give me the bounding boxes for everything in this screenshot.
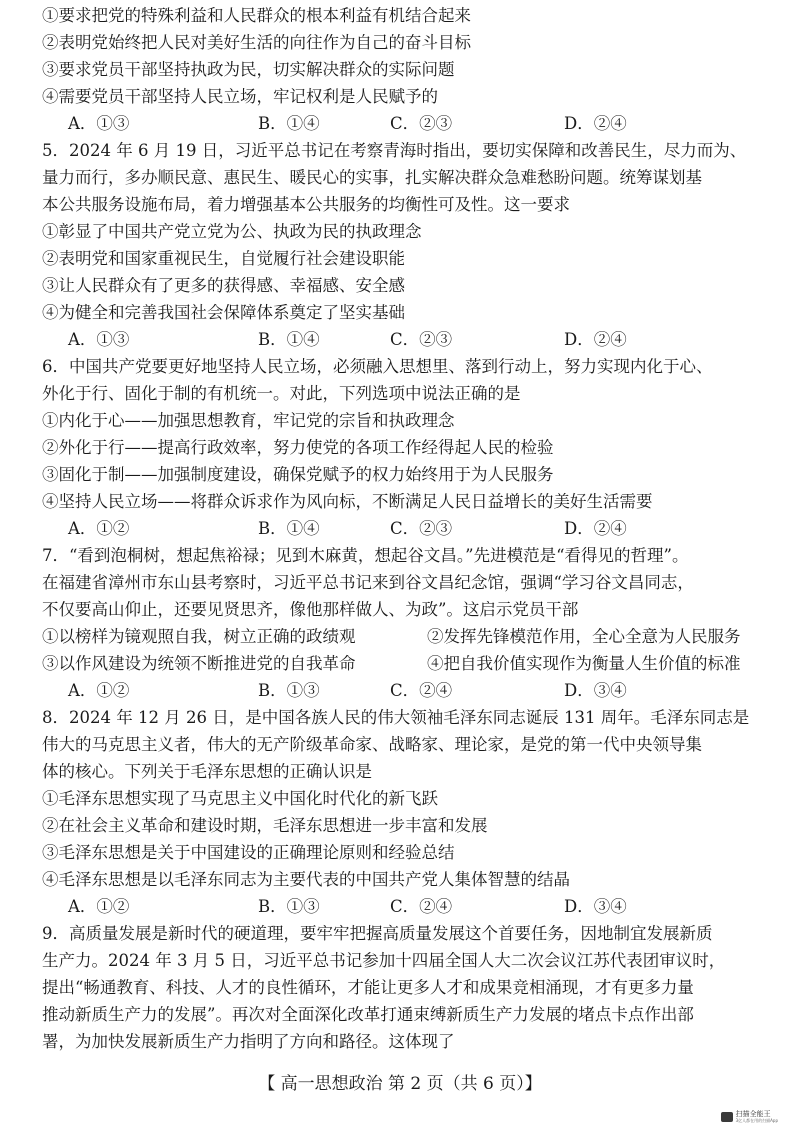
q7-statement-2: ②发挥先锋模范作用，全心全意为人民服务 [427, 627, 741, 646]
q6-statement-3: ③固化于制——加强制度建设，确保党赋予的权力始终用于为人民服务 [42, 465, 554, 484]
q5-stem-2: 量力而行，多办顺民意、惠民生、暖民心的实事，扎实解决群众急难愁盼问题。统筹谋划基 [42, 168, 702, 187]
watermark-sub: 3亿人都在用的扫描App [735, 1118, 778, 1123]
q5-statement-2: ②表明党和国家重视民生，自觉履行社会建设职能 [42, 249, 405, 268]
q7-option-c[interactable]: C．②④ [390, 681, 453, 700]
q7-stem-1: 7．“看到泡桐树，想起焦裕禄；见到木麻黄，想起谷文昌。”先进模范是“看得见的哲理”。 [42, 546, 689, 565]
q5-statement-1: ①彰显了中国共产党立党为公、执政为民的执政理念 [42, 222, 422, 241]
q8-statement-1: ①毛泽东思想实现了马克思主义中国化时代化的新飞跃 [42, 789, 438, 808]
q5-stem-1: 5．2024 年 6 月 19 日，习近平总书记在考察青海时指出，要切实保障和改善民生，尽力而为、 [42, 141, 747, 160]
q7-option-b[interactable]: B．①③ [258, 681, 320, 700]
q6-statement-1: ①内化于心——加强思想教育，牢记党的宗旨和执政理念 [42, 411, 455, 430]
q5-statement-3: ③让人民群众有了更多的获得感、幸福感、安全感 [42, 276, 405, 295]
q6-stem-1: 6．中国共产党要更好地坚持人民立场，必须融入思想里、落到行动上，努力实现内化于心、 [42, 357, 713, 376]
q9-stem-4: 推动新质生产力的发展”。再次对全面深化改革打通束缚新质生产力发展的堵点卡点作出部 [42, 1005, 694, 1024]
q7-option-d[interactable]: D．③④ [564, 681, 627, 700]
q4-statement-1: ①要求把党的特殊利益和人民群众的根本利益有机结合起来 [42, 6, 471, 25]
q8-option-b[interactable]: B．①③ [258, 897, 320, 916]
q8-stem-3: 体的核心。下列关于毛泽东思想的正确认识是 [42, 762, 372, 781]
q5-statement-4: ④为健全和完善我国社会保障体系奠定了坚实基础 [42, 303, 405, 322]
watermark-title: 扫描全能王 [735, 1110, 771, 1118]
q8-statement-4: ④毛泽东思想是以毛泽东同志为主要代表的中国共产党人集体智慧的结晶 [42, 870, 570, 889]
q4-option-b[interactable]: B．①④ [258, 114, 320, 133]
q4-statement-4: ④需要党员干部坚持人民立场，牢记权利是人民赋予的 [42, 87, 438, 106]
q6-option-d[interactable]: D．②④ [564, 519, 627, 538]
q7-option-a[interactable]: A．①② [68, 681, 130, 700]
q8-option-c[interactable]: C．②④ [390, 897, 453, 916]
q5-stem-3: 本公共服务设施布局，着力增强基本公共服务的均衡性可及性。这一要求 [42, 195, 570, 214]
q9-stem-5: 署，为加快发展新质生产力指明了方向和路径。这体现了 [42, 1032, 455, 1051]
q9-stem-2: 生产力。2024 年 3 月 5 日，习近平总书记参加十四届全国人大二次会议江苏代表团审议时， [42, 951, 726, 970]
q5-option-a[interactable]: A．①③ [68, 330, 130, 349]
q7-stem-3: 不仅要高山仰止，还要见贤思齐，像他那样做人、为政”。这启示党员干部 [42, 600, 579, 619]
q7-statement-1: ①以榜样为镜观照自我，树立正确的政绩观 [42, 627, 356, 646]
q4-option-a[interactable]: A．①③ [68, 114, 130, 133]
q9-stem-3: 提出“畅通教育、科技、人才的良性循环，才能让更多人才和成果竞相涌现，才有更多力量 [42, 978, 694, 997]
q6-statement-4: ④坚持人民立场——将群众诉求作为风向标，不断满足人民日益增长的美好生活需要 [42, 492, 653, 511]
q4-statement-3: ③要求党员干部坚持执政为民，切实解决群众的实际问题 [42, 60, 455, 79]
q7-statement-3: ③以作风建设为统领不断推进党的自我革命 [42, 654, 356, 673]
q5-option-d[interactable]: D．②④ [564, 330, 627, 349]
q7-stem-2: 在福建省漳州市东山县考察时，习近平总书记来到谷文昌纪念馆，强调“学习谷文昌同志， [42, 573, 694, 592]
q8-stem-2: 伟大的马克思主义者，伟大的无产阶级革命家、战略家、理论家，是党的第一代中央领导集 [42, 735, 702, 754]
q8-option-a[interactable]: A．①② [68, 897, 130, 916]
q4-option-c[interactable]: C．②③ [390, 114, 453, 133]
page-footer: 【 高一思想政治 第 2 页（共 6 页）】 [258, 1074, 542, 1094]
q6-option-c[interactable]: C．②③ [390, 519, 453, 538]
q8-option-d[interactable]: D．③④ [564, 897, 627, 916]
q7-statement-4: ④把自我价值实现作为衡量人生价值的标准 [427, 654, 741, 673]
q8-stem-1: 8．2024 年 12 月 26 日，是中国各族人民的伟大领袖毛泽东同志诞辰 131 周年。毛泽东同志是 [42, 708, 750, 727]
q9-stem-1: 9．高质量发展是新时代的硬道理，要牢牢把握高质量发展这个首要任务，因地制宜发展新质 [42, 924, 713, 943]
q5-option-c[interactable]: C．②③ [390, 330, 453, 349]
q5-option-b[interactable]: B．①④ [258, 330, 320, 349]
scanner-logo-icon [721, 1112, 733, 1122]
scanner-watermark [721, 1110, 778, 1123]
q8-statement-2: ②在社会主义革命和建设时期，毛泽东思想进一步丰富和发展 [42, 816, 488, 835]
q4-option-d[interactable]: D．②④ [564, 114, 627, 133]
q4-statement-2: ②表明党始终把人民对美好生活的向往作为自己的奋斗目标 [42, 33, 471, 52]
q8-statement-3: ③毛泽东思想是关于中国建设的正确理论原则和经验总结 [42, 843, 455, 862]
q6-option-a[interactable]: A．①② [68, 519, 130, 538]
q6-stem-2: 外化于行、固化于制的有机统一。对此，下列选项中说法正确的是 [42, 384, 521, 403]
q6-option-b[interactable]: B．①④ [258, 519, 320, 538]
q6-statement-2: ②外化于行——提高行政效率，努力使党的各项工作经得起人民的检验 [42, 438, 554, 457]
